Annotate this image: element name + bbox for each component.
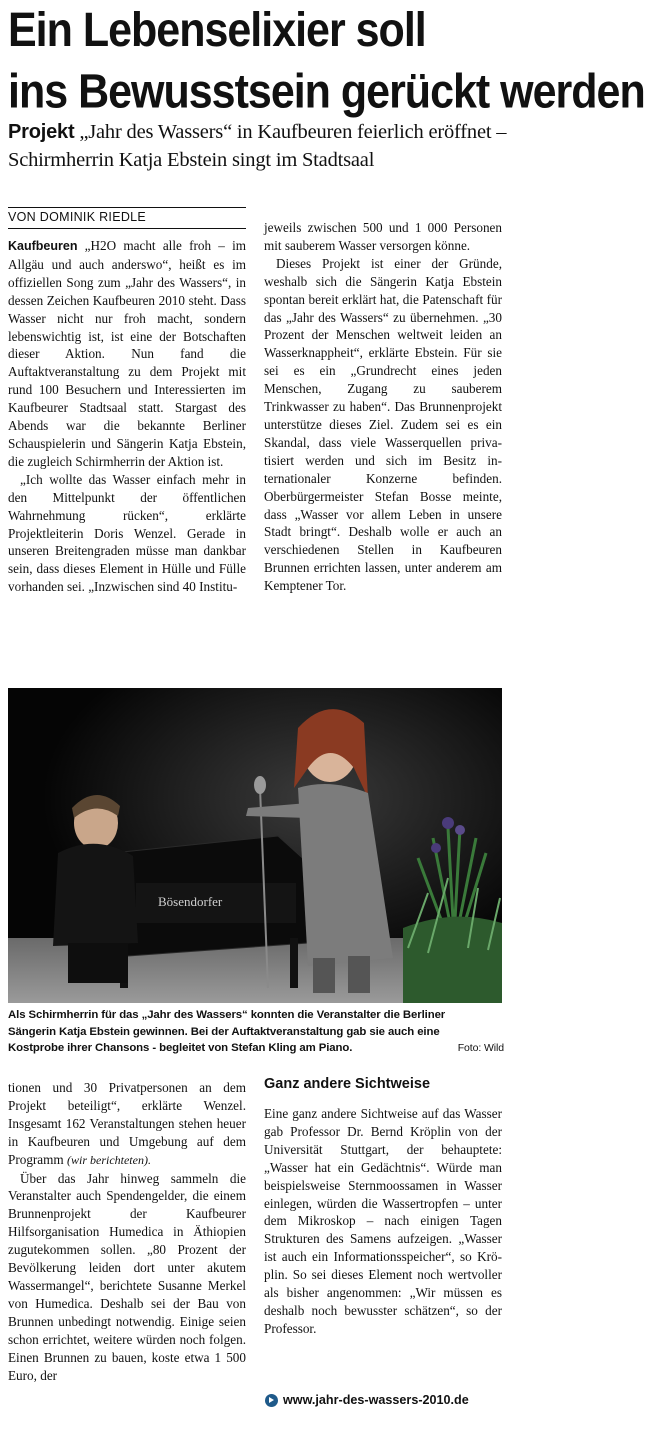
col1-paragraph-2: „Ich wollte das Wasser einfach mehr in den Mittelpunkt der öffentlichen Wahrnehmung rücken“, erklärte Projektleiterin Doris Wenzel. Gerade in unseren Breitengraden müsse man dankbar sein, dass dieses Element in Hülle und Fülle vorhanden sei. „Inzwischen sind 40 Institu- <box>8 471 246 595</box>
photo-credit: Foto: Wild <box>457 1042 504 1054</box>
concert-photo <box>8 688 502 1003</box>
arrow-right-circle-icon <box>265 1394 278 1407</box>
col2-paragraph-1: jeweils zwischen 500 und 1 000 Personen mit sauberem Wasser versorgen könne. <box>264 220 502 253</box>
article-column-2 <box>264 219 502 595</box>
col2-paragraph-2: Dieses Projekt ist einer der Gründe, weshalb sich die Sängerin Katja Ebstein spontan bereit erklärt hat, die Patenschaft für das „Jahr des Wassers“ zu übernehmen. „30 Prozent der Menschen weltweit leiden an Wasserknappheit“, erklärte Ebstein. Für sie sei es ein „Grundrecht eines jeden Menschen, Zugang zu sauberem Trinkwasser zu haben“. Das Brunnenprojekt unterstütze dieses Ziel. Zudem sei es ein Skandal, dass viele Wasserquellen privatisiert werden und sich im Besitz internationaler Konzerne befinden. Oberbürgermeister Stefan Bosse meinte, dass „Wasser vor allem Leben in unsere Stadt bringt“. Deshalb wolle er auch an verschiedenen Stellen in Kaufbeuren Brunnen errichten lassen, unter anderem am Kemptener Tor. <box>264 255 502 594</box>
headline-line-2: ins Bewusstsein gerückt werden <box>8 64 645 119</box>
caption-line-3: Kostprobe ihrer Chansons - begleitet von Stefan Kling am Piano. <box>8 1042 353 1054</box>
byline-rule-top <box>8 207 246 208</box>
photo-illustration <box>8 688 502 1003</box>
col4-paragraph-1: Eine ganz andere Sichtweise auf das Wasser gab Professor Dr. Bernd Kröplin von der Universität Stuttgart, der behauptete: „Wasser hat ein Gedächtnis“. Würde man beispielsweise Sternmoossamen in Wasser einlegen, würden die Wassertropfen – unter dem Mikroskop – nach einigen Tagen Strukturen des Samens aufzeigen. „Wasser ist auch ein Informationsspeicher“, so Kröplin. So sei dieses Element noch wertvoller als bisher angenommen: „Wir müssen es deshalb noch bewusster schätzen“, so der Professor. <box>264 1106 502 1336</box>
subhead-line-2: Schirmherrin Katja Ebstein singt im Stadtsaal <box>8 149 375 171</box>
col3-note: (wir berichteten). <box>66 1152 151 1167</box>
col3-paragraph-1: tionen und 30 Privatpersonen an dem Projekt beteiligt“, erklärte Wenzel. Insgesamt 162 Veranstaltungen stehen heuer in Kaufbeuren und Umgebung auf dem Programm <box>8 1080 246 1167</box>
col1-paragraph-1: „H2O macht alle froh – im Allgäu und auch anderswo“, heißt es im offiziellen Song zum „Jahr des Wassers“, in dessen Zeichen Kaufbeuren 2010 steht. Dass Wasser nicht nur froh macht, sondern lebenswichtig ist, ist eine der Botschaften dieser Aktion. Nun fand die Auftaktveranstaltung zu dem Projekt mit rund 100 Besuchern und Interessierten im Kaufbeurer Stadtsaal statt. Stargast des Abends war die bekannte Berliner Schauspielerin und Sängerin Katja Ebstein, die zugleich Schirmherrin der Aktion ist. <box>8 238 246 469</box>
headline-line-1: Ein Lebenselixier soll <box>8 3 426 58</box>
headline <box>8 0 653 123</box>
section-heading: Ganz andere Sichtweise <box>264 1076 431 1092</box>
article-column-3 <box>8 1079 246 1384</box>
caption-line-2: Sängerin Katja Ebstein gewinnen. Bei der Auftaktveranstaltung gab sie auch eine <box>8 1025 440 1038</box>
subhead-line-1: „Jahr des Wassers“ in Kaufbeuren feierlich eröffnet – <box>79 121 507 143</box>
web-link[interactable] <box>265 1393 469 1407</box>
byline-rule-bottom <box>8 228 246 229</box>
photo-caption <box>8 1007 504 1057</box>
col3-paragraph-2: Über das Jahr hinweg sammeln die Veranstalter auch Spendengelder, die einem Brunnenprojekt der Kaufbeurer Hilfsorganisation Humedica in Äthiopien zugutekommen sollen. „80 Prozent der Bevölkerung leiden dort unter akutem Wassermangel“, berichtete Susanne Merkel von Humedica. Deshalb sei der Bau von Brunnen unbedingt notwendig. Einige seien schon errichtet, weitere würden noch folgen. Einen Brunnen zu bauen, koste etwa 1 500 Euro, der <box>8 1170 246 1383</box>
subhead-kicker: Projekt <box>8 121 75 143</box>
piano-brand: Bösendorfer <box>158 894 223 909</box>
dateline: Kaufbeuren <box>8 239 78 253</box>
article-column-4 <box>264 1105 502 1338</box>
article-column-1 <box>8 237 246 596</box>
caption-line-1: Als Schirmherrin für das „Jahr des Wassers“ konnten die Veranstalter die Berliner <box>8 1009 446 1021</box>
byline: VON DOMINIK RIEDLE <box>8 210 147 224</box>
subheadline <box>8 118 657 174</box>
web-link-label[interactable]: www.jahr-des-wassers-2010.de <box>283 1393 469 1407</box>
